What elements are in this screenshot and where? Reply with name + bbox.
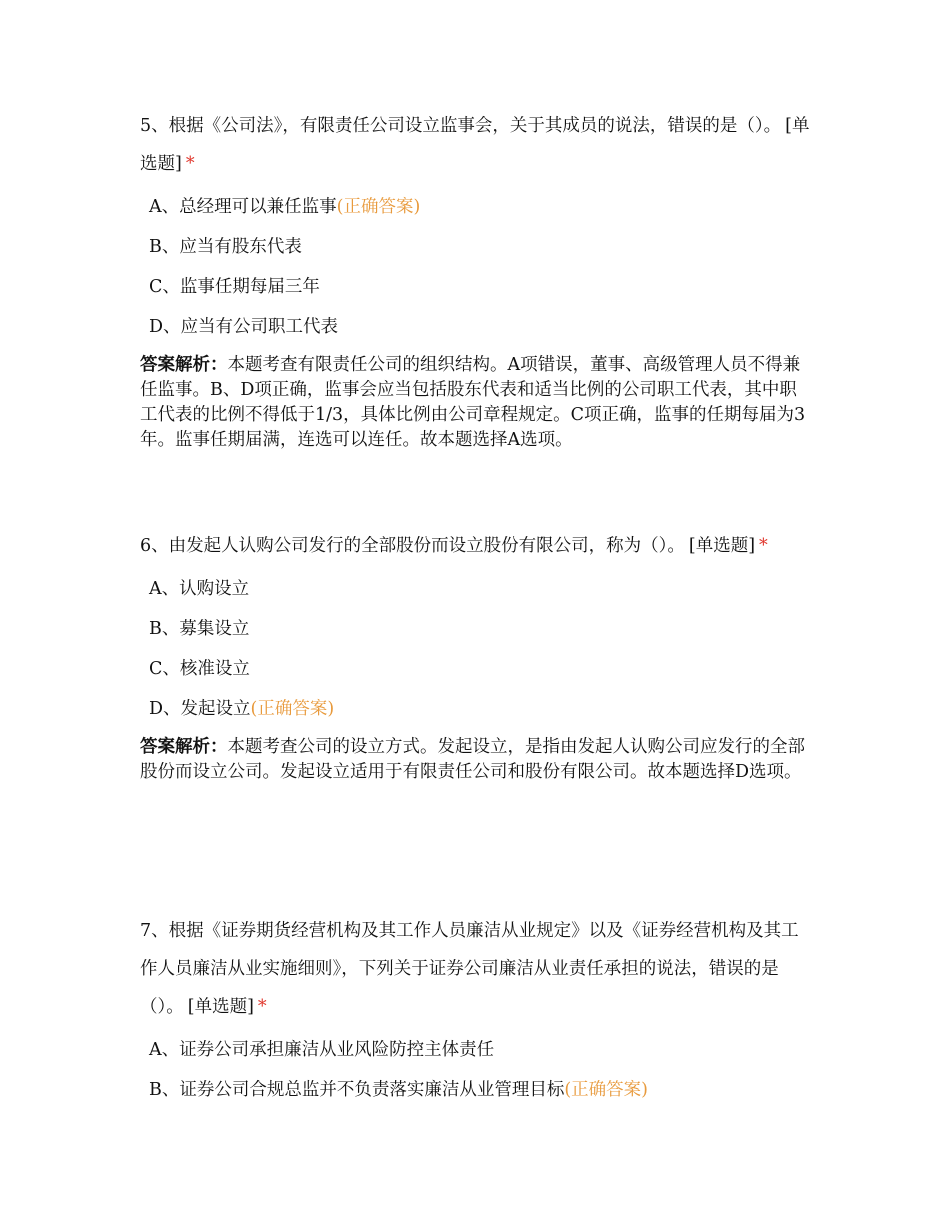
option-list: [140, 569, 812, 729]
option-list: [140, 187, 812, 347]
option-c[interactable]: [140, 649, 812, 689]
question-stem-text: 7、根据《证券期货经营机构及其工作人员廉洁从业规定》以及《证券经营机构及其工作人员廉洁从业实施细则》，下列关于证券公司廉洁从业责任承担的说法，错误的是（）。: [140, 921, 799, 1017]
option-list: [140, 1030, 812, 1110]
required-asterisk: *: [759, 536, 768, 556]
question-type-tag: [单选题]: [187, 997, 254, 1017]
option-c[interactable]: [140, 267, 812, 307]
question-stem-text: 5、根据《公司法》，有限责任公司设立监事会，关于其成员的说法，错误的是（）。: [140, 116, 782, 136]
required-asterisk: *: [185, 154, 195, 174]
option-d[interactable]: [140, 689, 812, 729]
option-text: A、证券公司承担廉洁从业风险防控主体责任: [149, 1040, 495, 1060]
analysis-text: 本题考查公司的设立方式。发起设立，是指由发起人认购公司应发行的全部股份而设立公司。发起设立适用于有限责任公司和股份有限公司。故本题选择D选项。: [140, 737, 805, 782]
option-text: A、总经理可以兼任监事: [149, 197, 337, 217]
question-stem-text: 6、由发起人认购公司发行的全部股份而设立股份有限公司，称为（）。: [140, 536, 685, 556]
correct-answer-mark: (正确答案): [336, 197, 421, 217]
option-a[interactable]: [140, 569, 812, 609]
option-b[interactable]: [140, 609, 812, 649]
question-stem: [140, 527, 812, 565]
question-stem: [140, 107, 812, 183]
question-5: [140, 107, 812, 453]
option-b[interactable]: [140, 1070, 812, 1110]
question-type-tag: [单选题]: [140, 116, 810, 174]
analysis-label: 答案解析：: [140, 737, 228, 757]
option-text: B、募集设立: [149, 619, 250, 639]
option-text: B、应当有股东代表: [149, 237, 302, 257]
option-a[interactable]: [140, 1030, 812, 1070]
correct-answer-mark: (正确答案): [250, 699, 335, 719]
answer-analysis: [140, 353, 812, 453]
question-stem: [140, 912, 812, 1026]
option-text: A、认购设立: [149, 579, 250, 599]
correct-answer-mark: (正确答案): [564, 1080, 649, 1100]
question-7: [140, 912, 812, 1110]
option-text: C、监事任期每届三年: [149, 277, 320, 297]
analysis-text: 本题考查有限责任公司的组织结构。A项错误，董事、高级管理人员不得兼任监事。B、D项正确，监事会应当包括股东代表和适当比例的公司职工代表，其中职工代表的比例不得低于1/3，具体比例由公司章程规定。C项正确，监事的任期每届为3年。监事任期届满，连选可以连任。故本题选择A选项。: [140, 355, 806, 450]
required-asterisk: *: [257, 997, 267, 1017]
question-6: [140, 527, 812, 785]
option-text: B、证券公司合规总监并不负责落实廉洁从业管理目标: [149, 1080, 565, 1100]
option-b[interactable]: [140, 227, 812, 267]
analysis-label: 答案解析：: [140, 355, 228, 375]
option-text: C、核准设立: [149, 659, 250, 679]
answer-analysis: [140, 735, 812, 785]
option-text: D、发起设立: [149, 699, 251, 719]
option-a[interactable]: [140, 187, 812, 227]
question-type-tag: [单选题]: [688, 536, 756, 556]
option-text: D、应当有公司职工代表: [149, 317, 339, 337]
option-d[interactable]: [140, 307, 812, 347]
